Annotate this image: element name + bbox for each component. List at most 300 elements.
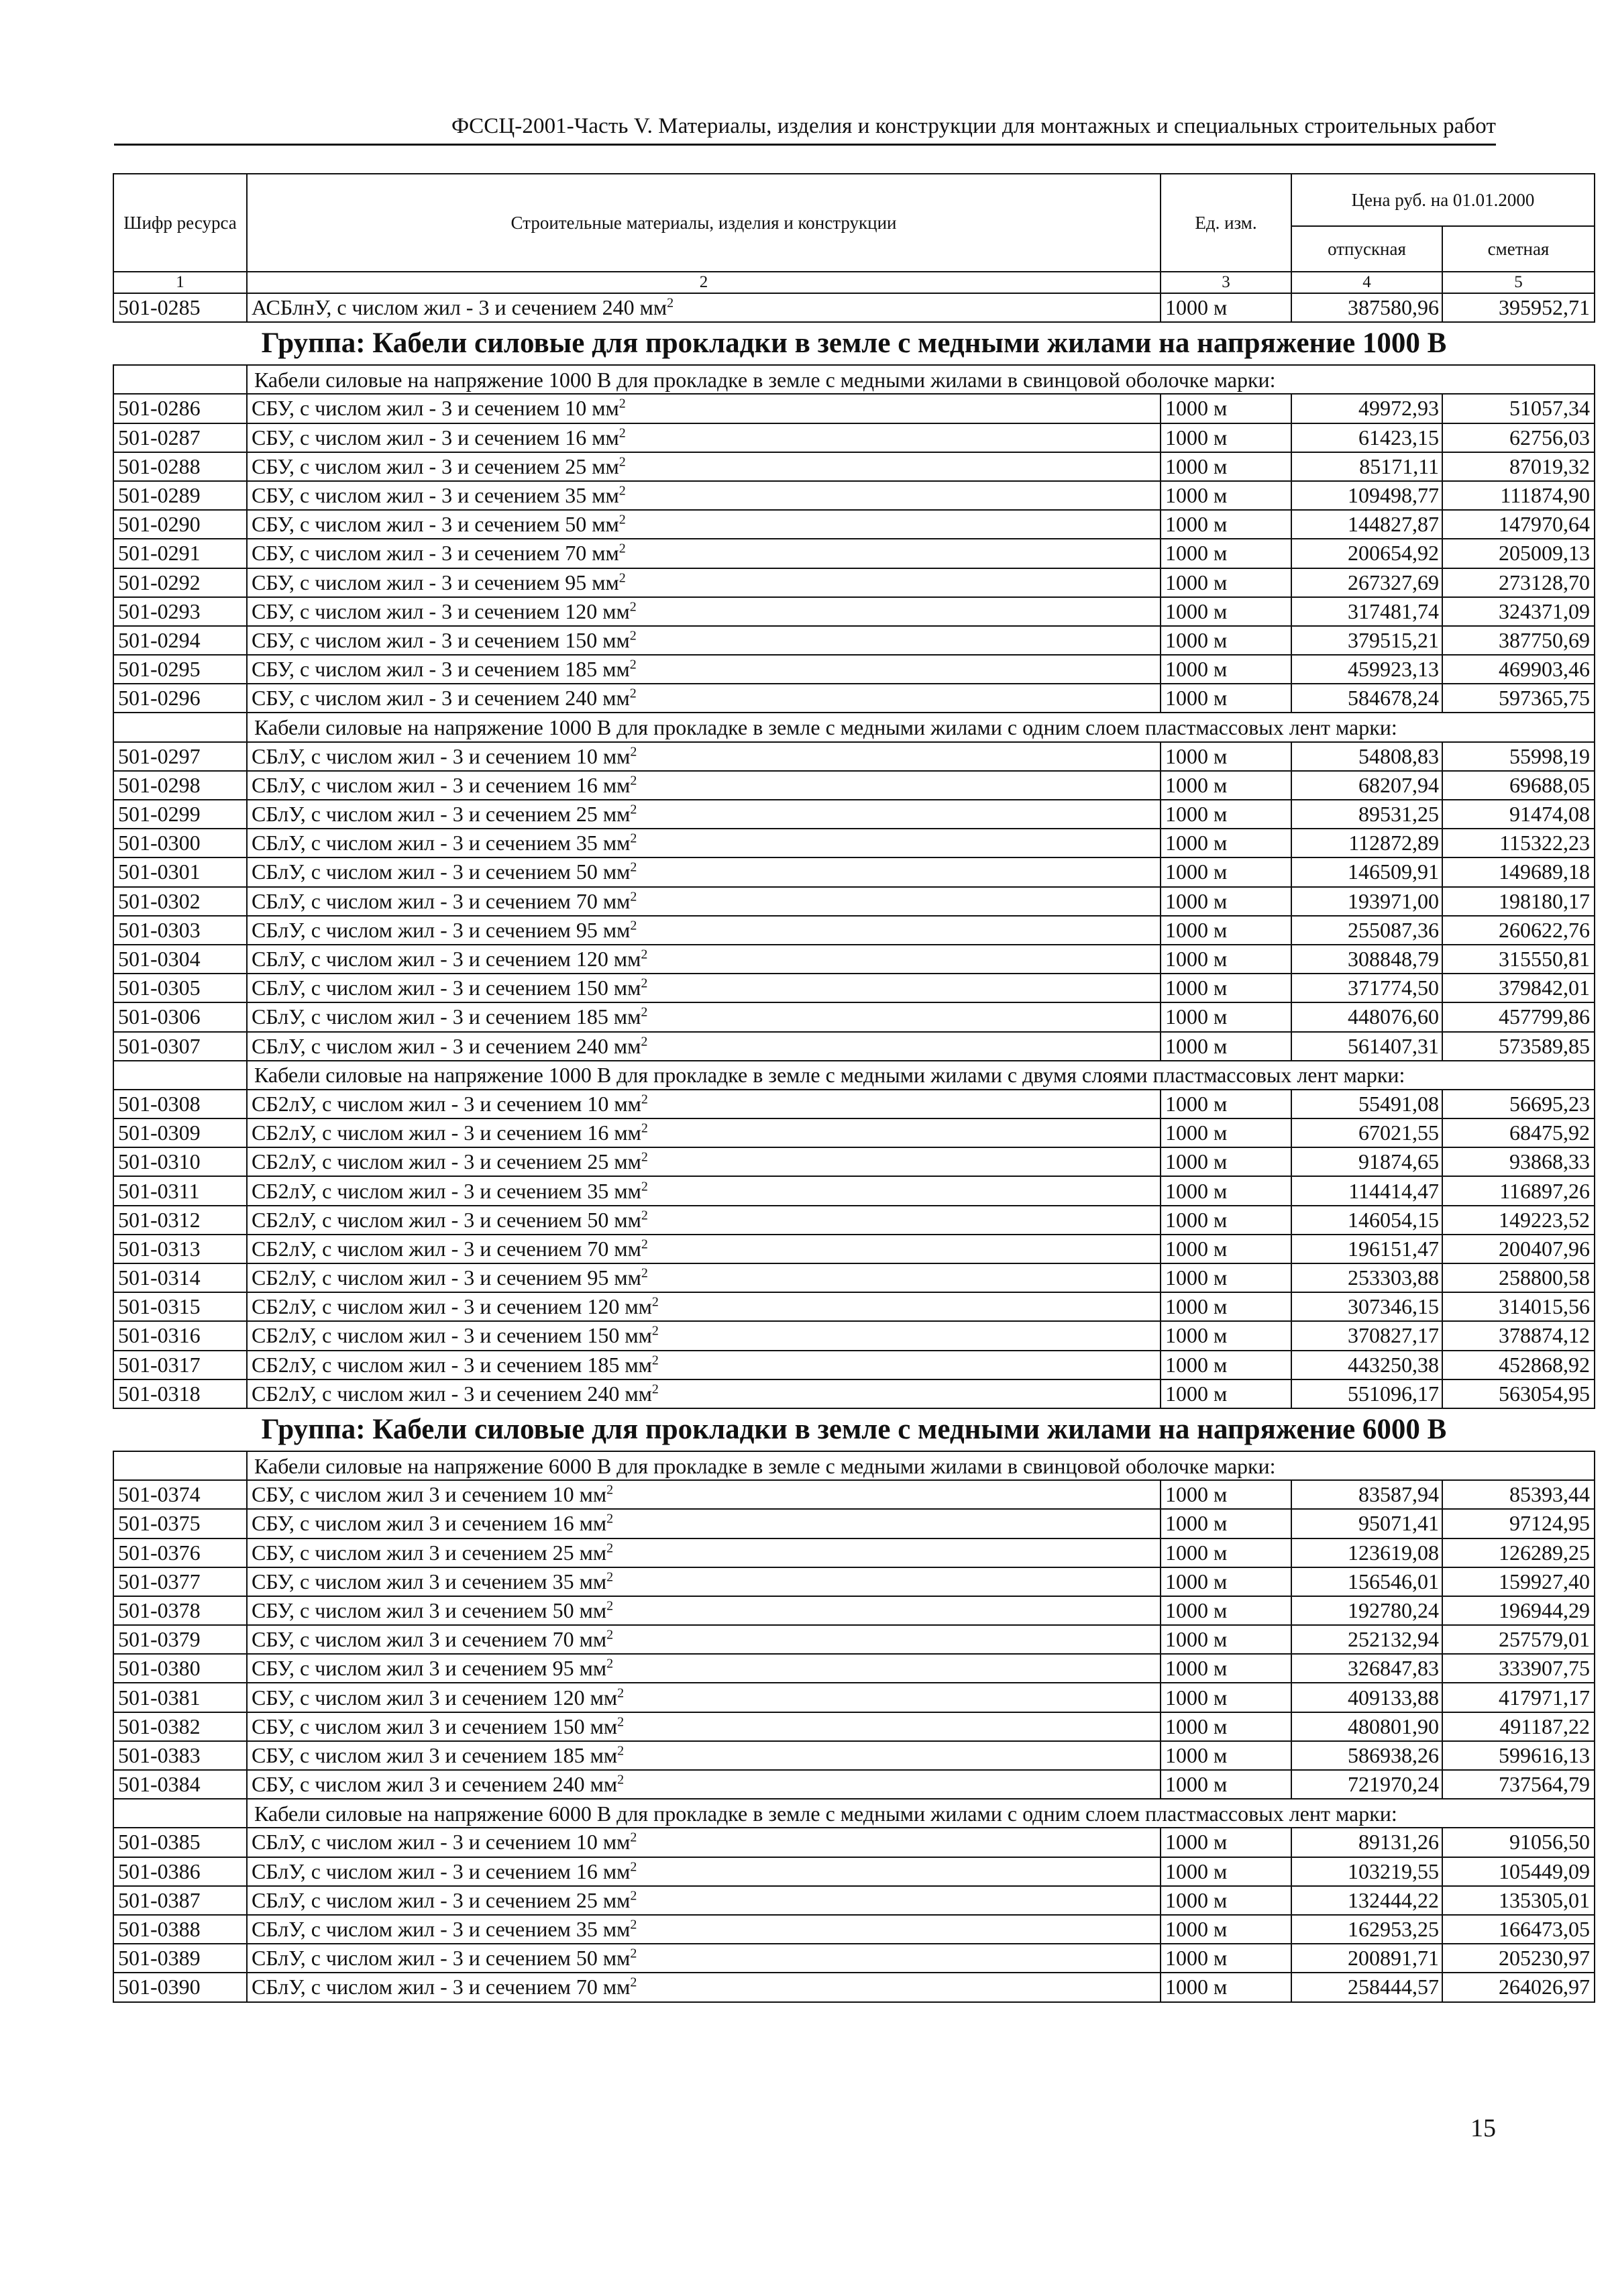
estimate-price: 737564,79 [1442,1770,1595,1799]
column-header-code: Шифр ресурса [113,174,247,272]
material-name [247,1567,1161,1596]
material-name [247,510,1161,539]
area-unit-power: 2 [619,454,626,470]
unit-of-measure: 1000 м [1161,1002,1291,1031]
resource-code: 501-0318 [113,1379,247,1408]
table-row [113,1973,1595,2001]
estimate-price: 205230,97 [1442,1944,1595,1973]
area-unit-power: 2 [606,1656,614,1671]
area-unit-power: 2 [629,657,637,672]
material-name [247,423,1161,452]
estimate-price: 258800,58 [1442,1263,1595,1292]
column-number: 4 [1291,272,1442,293]
table-row [113,1032,1595,1061]
material-name-text: СБУ, с числом жил - 3 и сечением 95 [252,570,592,594]
area-unit: мм [602,1887,631,1912]
release-price: 200654,92 [1291,539,1442,568]
material-name [247,1292,1161,1321]
release-price: 252132,94 [1291,1625,1442,1654]
table-row [113,1263,1595,1292]
material-name [247,1915,1161,1944]
material-name [247,1480,1161,1509]
area-unit: мм [579,1627,607,1652]
area-unit: мм [625,1381,652,1406]
area-unit: мм [602,1859,631,1883]
release-price: 307346,15 [1291,1292,1442,1321]
estimate-price: 452868,92 [1442,1351,1595,1379]
estimate-price: 198180,17 [1442,887,1595,916]
resource-code: 501-0308 [113,1090,247,1118]
material-name [247,1770,1161,1799]
unit-of-measure: 1000 м [1161,1973,1291,2001]
material-name [247,771,1161,800]
area-unit: мм [602,1830,631,1855]
material-name [247,1118,1161,1147]
area-unit: мм [602,657,630,682]
release-price: 68207,94 [1291,771,1442,800]
release-price: 370827,17 [1291,1321,1442,1350]
area-unit-power: 2 [606,1598,614,1614]
resource-code: 501-0297 [113,742,247,771]
material-name-text: СБ2лУ, с числом жил - 3 и сечением 120 [252,1294,625,1319]
material-name-text: СБлУ, с числом жил - 3 и сечением 35 [252,831,603,855]
area-unit: мм [602,1946,631,1971]
material-name-text: СБлУ, с числом жил - 3 и сечением 150 [252,976,614,1000]
table-row [113,1683,1595,1712]
estimate-price: 149223,52 [1442,1206,1595,1235]
area-unit: мм [614,1178,641,1203]
header-rule [114,144,1496,146]
material-name-text: СБлУ, с числом жил - 3 и сечением 95 [252,917,603,942]
material-name-text: СБУ, с числом жил - 3 и сечением 35 [252,483,592,508]
table-row [113,1292,1595,1321]
area-unit: мм [614,1149,641,1174]
unit-of-measure: 1000 м [1161,1509,1291,1538]
material-name [247,1741,1161,1770]
table-row [113,293,1595,322]
unit-of-measure: 1000 м [1161,1625,1291,1654]
material-name [247,394,1161,423]
unit-of-measure: 1000 м [1161,539,1291,568]
material-name-text: СБУ, с числом жил - 3 и сечением 25 [252,454,592,478]
subgroup-code-cell [113,1061,247,1090]
material-name-text: СБлУ, с числом жил - 3 и сечением 35 [252,1917,603,1942]
area-unit: мм [602,627,630,652]
material-name-text: СБлУ, с числом жил - 3 и сечением 185 [252,1004,614,1029]
table-row [113,626,1595,655]
release-price: 95071,41 [1291,1509,1442,1538]
area-unit-power: 2 [641,947,648,962]
release-price: 156546,01 [1291,1567,1442,1596]
material-name-text: СБУ, с числом жил 3 и сечением 35 [252,1569,580,1594]
estimate-price: 55998,19 [1442,742,1595,771]
estimate-price: 573589,85 [1442,1032,1595,1061]
table-row [113,452,1595,481]
unit-of-measure: 1000 м [1161,1683,1291,1712]
material-name-text: СБУ, с числом жил 3 и сечением 240 [252,1772,590,1797]
resource-code: 501-0286 [113,394,247,423]
material-name-text: СБУ, с числом жил - 3 и сечением 16 [252,425,592,450]
area-unit: мм [625,1323,652,1348]
material-name-text: СБУ, с числом жил 3 и сечением 16 [252,1511,580,1536]
material-name [247,1032,1161,1061]
estimate-price: 491187,22 [1442,1712,1595,1741]
unit-of-measure: 1000 м [1161,1567,1291,1596]
resource-code: 501-0388 [113,1915,247,1944]
release-price: 326847,83 [1291,1654,1442,1683]
material-name [247,829,1161,857]
table-row [113,1770,1595,1799]
estimate-price: 205009,13 [1442,539,1595,568]
release-price: 146509,91 [1291,857,1442,886]
resource-code: 501-0314 [113,1263,247,1292]
table-row [113,1915,1595,1944]
resource-code: 501-0317 [113,1351,247,1379]
table-row [113,771,1595,800]
table-row [113,568,1595,597]
table-row [113,857,1595,886]
material-name-text: СБлУ, с числом жил - 3 и сечением 70 [252,1975,603,1999]
table-row [113,829,1595,857]
subgroup-description: Кабели силовые на напряжение 1000 В для прокладке в земле с медными жилами в свинцовой оболочке марки: [247,365,1595,394]
resource-code: 501-0374 [113,1480,247,1509]
table-row [113,1857,1595,1886]
unit-of-measure: 1000 м [1161,1118,1291,1147]
material-name [247,452,1161,481]
release-price: 586938,26 [1291,1741,1442,1770]
estimate-price: 149689,18 [1442,857,1595,886]
estimate-price: 257579,01 [1442,1625,1595,1654]
table-row [113,742,1595,771]
unit-of-measure: 1000 м [1161,1263,1291,1292]
estimate-price: 599616,13 [1442,1741,1595,1770]
column-header-price: Цена руб. на 01.01.2000 [1291,174,1595,226]
unit-of-measure: 1000 м [1161,1828,1291,1857]
material-name-text: СБУ, с числом жил 3 и сечением 95 [252,1656,580,1681]
release-price: 103219,55 [1291,1857,1442,1886]
material-name [247,974,1161,1002]
area-unit: мм [602,917,631,942]
unit-of-measure: 1000 м [1161,1857,1291,1886]
material-name [247,539,1161,568]
estimate-price: 126289,25 [1442,1538,1595,1567]
subgroup-row [113,1451,1595,1480]
table-row [113,423,1595,452]
area-unit-power: 2 [641,1208,648,1223]
area-unit-power: 2 [619,425,626,440]
estimate-price: 387750,69 [1442,626,1595,655]
material-name-text: СБ2лУ, с числом жил - 3 и сечением 35 [252,1178,614,1203]
subgroup-code-cell [113,1451,247,1480]
resource-code: 501-0312 [113,1206,247,1235]
resource-code: 501-0291 [113,539,247,568]
resource-code: 501-0306 [113,1002,247,1031]
estimate-price: 68475,92 [1442,1118,1595,1147]
material-name-text: СБУ, с числом жил - 3 и сечением 50 [252,512,592,537]
resource-code: 501-0288 [113,452,247,481]
area-unit: мм [614,1207,641,1232]
column-header-unit: Ед. изм. [1161,174,1291,272]
material-name [247,655,1161,684]
subgroup-code-cell [113,1799,247,1828]
resource-code: 501-0285 [113,293,247,322]
release-price: 144827,87 [1291,510,1442,539]
unit-of-measure: 1000 м [1161,857,1291,886]
subgroup-code-cell [113,713,247,741]
resource-code: 501-0300 [113,829,247,857]
area-unit-power: 2 [617,1714,625,1730]
resource-code: 501-0375 [113,1509,247,1538]
material-name-text: СБлУ, с числом жил - 3 и сечением 70 [252,888,603,913]
area-unit-power: 2 [651,1353,659,1367]
table-row [113,1886,1595,1915]
unit-of-measure: 1000 м [1161,626,1291,655]
release-price: 721970,24 [1291,1770,1442,1799]
table-row [113,394,1595,423]
area-unit-power: 2 [641,1265,648,1281]
release-price: 83587,94 [1291,1480,1442,1509]
area-unit-power: 2 [619,570,626,585]
estimate-price: 85393,44 [1442,1480,1595,1509]
estimate-price: 264026,97 [1442,1973,1595,2001]
resource-code: 501-0379 [113,1625,247,1654]
estimate-price: 457799,86 [1442,1002,1595,1031]
estimate-price: 159927,40 [1442,1567,1595,1596]
estimate-price: 97124,95 [1442,1509,1595,1538]
subgroup-description: Кабели силовые на напряжение 6000 В для прокладке в земле с медными жилами с одним слоем пластмассовых лент марки: [247,1799,1595,1828]
area-unit-power: 2 [630,831,637,846]
table-row [113,1480,1595,1509]
unit-of-measure: 1000 м [1161,510,1291,539]
resource-code: 501-0311 [113,1176,247,1205]
unit-of-measure: 1000 м [1161,771,1291,800]
resource-code: 501-0377 [113,1567,247,1596]
material-name [247,568,1161,597]
release-price: 89131,26 [1291,1828,1442,1857]
table-row [113,1002,1595,1031]
resource-code: 501-0387 [113,1886,247,1915]
material-name [247,1857,1161,1886]
column-header-release: отпускная [1291,226,1442,272]
group-heading-row [113,1408,1595,1451]
release-price: 85171,11 [1291,452,1442,481]
material-name [247,1828,1161,1857]
material-name [247,1538,1161,1567]
estimate-price: 62756,03 [1442,423,1595,452]
area-unit-power: 2 [619,541,626,556]
column-numbers-row [113,272,1595,293]
column-number: 2 [247,272,1161,293]
material-name-text: СБлУ, с числом жил - 3 и сечением 240 [252,1033,614,1058]
material-name [247,857,1161,886]
release-price: 193971,00 [1291,887,1442,916]
table-row [113,684,1595,713]
material-name-text: СБ2лУ, с числом жил - 3 и сечением 185 [252,1352,625,1377]
table-row [113,597,1595,626]
estimate-price: 260622,76 [1442,916,1595,945]
table-row [113,1944,1595,1973]
area-unit-power: 2 [630,859,637,875]
area-unit: мм [590,1742,618,1767]
table-row [113,1351,1595,1379]
unit-of-measure: 1000 м [1161,1712,1291,1741]
resource-code: 501-0296 [113,684,247,713]
price-table [113,173,1595,2003]
table-row [113,481,1595,510]
material-name [247,800,1161,829]
unit-of-measure: 1000 м [1161,1944,1291,1973]
unit-of-measure: 1000 м [1161,1596,1291,1625]
resource-code: 501-0301 [113,857,247,886]
resource-code: 501-0376 [113,1538,247,1567]
estimate-price: 56695,23 [1442,1090,1595,1118]
unit-of-measure: 1000 м [1161,1206,1291,1235]
area-unit: мм [602,802,631,827]
material-name-text: СБУ, с числом жил 3 и сечением 70 [252,1627,580,1652]
area-unit-power: 2 [606,1540,614,1555]
group-title: Группа: Кабели силовые для прокладки в земле с медными жилами на напряжение 6000 В [113,1408,1595,1451]
area-unit: мм [602,686,630,711]
estimate-price: 69688,05 [1442,771,1595,800]
resource-code: 501-0287 [113,423,247,452]
material-name-text: СБ2лУ, с числом жил - 3 и сечением 10 [252,1091,614,1116]
column-number: 1 [113,272,247,293]
column-number: 3 [1161,272,1291,293]
unit-of-measure: 1000 м [1161,684,1291,713]
table-row [113,1567,1595,1596]
estimate-price: 135305,01 [1442,1886,1595,1915]
release-price: 109498,77 [1291,481,1442,510]
area-unit: мм [602,772,631,797]
resource-code: 501-0381 [113,1683,247,1712]
material-name-text: СБУ, с числом жил - 3 и сечением 120 [252,598,603,623]
area-unit-power: 2 [641,976,648,991]
release-price: 551096,17 [1291,1379,1442,1408]
material-name-text: СБУ, с числом жил 3 и сечением 185 [252,1742,590,1767]
estimate-price: 105449,09 [1442,1857,1595,1886]
resource-code: 501-0290 [113,510,247,539]
area-unit: мм [592,483,619,508]
area-unit: мм [602,831,631,855]
material-name [247,481,1161,510]
area-unit: мм [579,1511,607,1536]
estimate-price: 93868,33 [1442,1147,1595,1176]
material-name-text: СБ2лУ, с числом жил - 3 и сечением 95 [252,1265,614,1290]
area-unit-power: 2 [617,1772,625,1787]
unit-of-measure: 1000 м [1161,394,1291,423]
area-unit-power: 2 [630,1917,637,1932]
unit-of-measure: 1000 м [1161,655,1291,684]
area-unit-power: 2 [641,1237,648,1252]
area-unit: мм [579,1569,607,1594]
area-unit-power: 2 [641,1004,648,1020]
estimate-price: 196944,29 [1442,1596,1595,1625]
material-name-text: СБлУ, с числом жил - 3 и сечением 25 [252,1887,603,1912]
table-row [113,1712,1595,1741]
material-name [247,1351,1161,1379]
release-price: 253303,88 [1291,1263,1442,1292]
material-name-text: СБлУ, с числом жил - 3 и сечением 10 [252,1830,603,1855]
table-row [113,1828,1595,1857]
material-name [247,1973,1161,2001]
resource-code: 501-0378 [113,1596,247,1625]
estimate-price: 91056,50 [1442,1828,1595,1857]
unit-of-measure: 1000 м [1161,1538,1291,1567]
area-unit-power: 2 [641,1092,648,1107]
estimate-price: 51057,34 [1442,394,1595,423]
estimate-price: 379842,01 [1442,974,1595,1002]
material-name-text: СБУ, с числом жил - 3 и сечением 240 [252,686,603,711]
table-row [113,1538,1595,1567]
table-row [113,1206,1595,1235]
resource-code: 501-0295 [113,655,247,684]
area-unit-power: 2 [629,686,637,701]
resource-code: 501-0293 [113,597,247,626]
unit-of-measure: 1000 м [1161,452,1291,481]
subgroup-code-cell [113,365,247,394]
area-unit: мм [602,888,631,913]
resource-code: 501-0380 [113,1654,247,1683]
column-header-name: Строительные материалы, изделия и конструкции [247,174,1161,272]
estimate-price: 273128,70 [1442,568,1595,597]
material-name [247,1206,1161,1235]
estimate-price: 87019,32 [1442,452,1595,481]
table-row [113,1654,1595,1683]
estimate-price: 116897,26 [1442,1176,1595,1205]
material-name [247,1176,1161,1205]
material-name-text: СБ2лУ, с числом жил - 3 и сечением 70 [252,1236,614,1261]
material-name [247,916,1161,945]
release-price: 146054,15 [1291,1206,1442,1235]
material-name-text: СБ2лУ, с числом жил - 3 и сечением 16 [252,1120,614,1145]
table-row [113,1625,1595,1654]
resource-code: 501-0302 [113,887,247,916]
material-name [247,1235,1161,1263]
estimate-price: 597365,75 [1442,684,1595,713]
release-price: 379515,21 [1291,626,1442,655]
area-unit-power: 2 [606,1511,614,1526]
release-price: 132444,22 [1291,1886,1442,1915]
material-name-text: СБУ, с числом жил - 3 и сечением 185 [252,657,603,682]
resource-code: 501-0389 [113,1944,247,1973]
resource-code: 501-0310 [113,1147,247,1176]
unit-of-measure: 1000 м [1161,1176,1291,1205]
resource-code: 501-0299 [113,800,247,829]
estimate-price: 324371,09 [1442,597,1595,626]
resource-code: 501-0382 [113,1712,247,1741]
unit-of-measure: 1000 м [1161,916,1291,945]
estimate-price: 314015,56 [1442,1292,1595,1321]
area-unit: мм [614,1265,641,1290]
material-name-text: СБУ, с числом жил 3 и сечением 120 [252,1685,590,1710]
area-unit-power: 2 [630,802,637,817]
release-price: 459923,13 [1291,655,1442,684]
estimate-price: 315550,81 [1442,945,1595,974]
table-row [113,800,1595,829]
table-row [113,1741,1595,1770]
resource-code: 501-0386 [113,1857,247,1886]
resource-code: 501-0292 [113,568,247,597]
area-unit: мм [625,1352,652,1377]
resource-code: 501-0383 [113,1741,247,1770]
material-name [247,887,1161,916]
area-unit-power: 2 [630,1975,637,1990]
unit-of-measure: 1000 м [1161,1741,1291,1770]
material-name [247,1321,1161,1350]
area-unit-power: 2 [630,744,637,760]
area-unit: мм [602,598,630,623]
table-row [113,1176,1595,1205]
